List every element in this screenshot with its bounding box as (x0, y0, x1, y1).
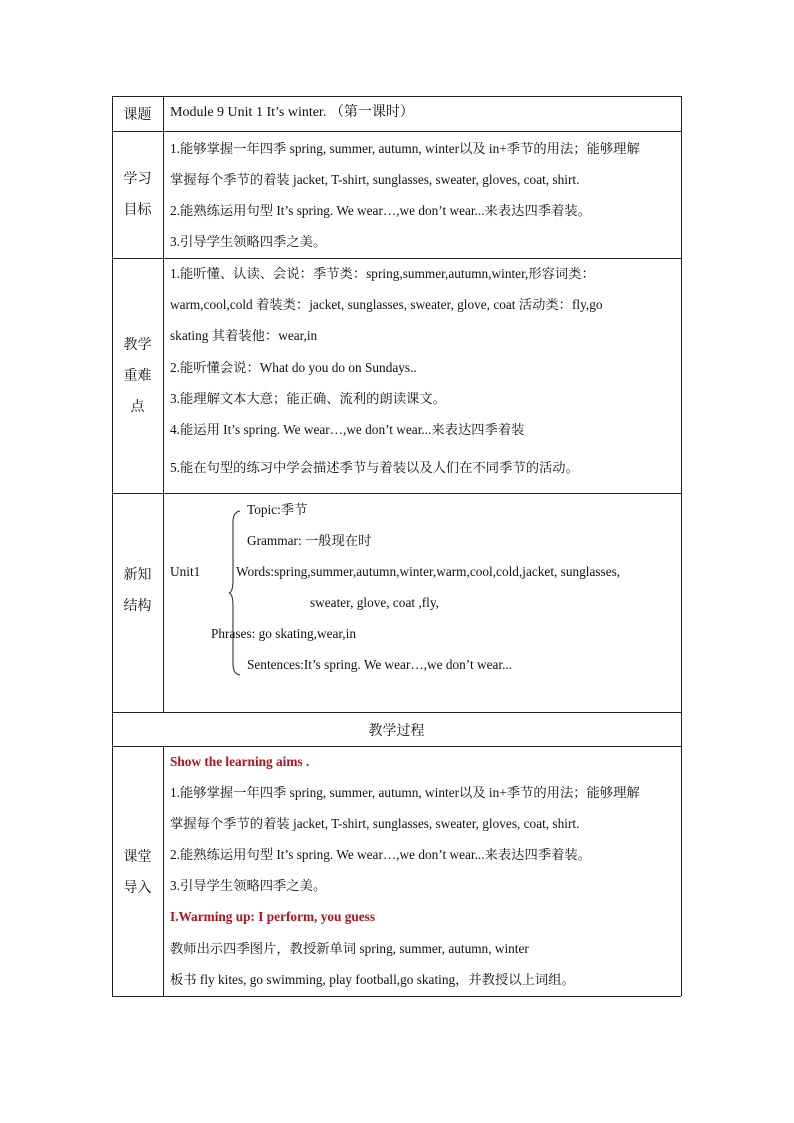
row-divider (112, 131, 681, 132)
objective-line: 掌握每个季节的着装 jacket, T-shirt, sunglasses, sweater, gloves, coat, shirt. (170, 172, 580, 187)
keypoint-line: 3.能理解文本大意；能正确、流利的朗读课文。 (170, 391, 446, 406)
keypoints-label-3: 点 (130, 400, 145, 415)
table-border-bottom (112, 996, 681, 997)
column-divider (163, 746, 164, 996)
table-border-right (681, 96, 682, 996)
title-label: 课题 (123, 108, 152, 123)
objective-line: 1.能够掌握一年四季 spring, summer, autumn, winter以及 in+季节的用法；能够理解 (170, 141, 640, 156)
intro-line: 3.引导学生领略四季之美。 (170, 878, 327, 893)
aims-heading: Show the learning aims . (170, 754, 310, 769)
column-divider (163, 96, 164, 712)
warmup-line: 板书 fly kites, go swimming, play football,go skating，并教授以上词组。 (170, 972, 575, 987)
structure-label-2: 结构 (123, 599, 152, 614)
objective-line: 3.引导学生领略四季之美。 (170, 234, 327, 249)
row-divider (112, 712, 681, 713)
intro-label-1: 课堂 (123, 850, 152, 865)
structure-topic: Topic:季节 (247, 502, 308, 517)
structure-sentences: Sentences:It’s spring. We wear…,we don’t wear... (247, 657, 513, 672)
warmup-heading: I.Warming up: I perform, you guess (170, 909, 376, 924)
structure-words-cont: sweater, glove, coat ,fly, (310, 595, 439, 610)
objectives-label-2: 目标 (123, 203, 152, 218)
objectives-label-1: 学习 (123, 172, 152, 187)
lesson-plan-table (112, 96, 681, 996)
intro-line: 1.能够掌握一年四季 spring, summer, autumn, winter以及 in+季节的用法；能够理解 (170, 785, 640, 800)
process-header: 教学过程 (368, 724, 425, 739)
structure-phrases: Phrases: go skating,wear,in (211, 626, 356, 641)
keypoints-label-2: 重难 (123, 369, 152, 384)
structure-words: Words:spring,summer,autumn,winter,warm,cool,cold,jacket, sunglasses, (236, 564, 621, 579)
table-border-top (112, 96, 681, 97)
row-divider (112, 746, 681, 747)
keypoint-line: 1.能听懂、认读、会说：季节类：spring,summer,autumn,winter,形容词类： (170, 266, 595, 281)
intro-line: 掌握每个季节的着装 jacket, T-shirt, sunglasses, sweater, gloves, coat, shirt. (170, 816, 580, 831)
keypoint-line: 4.能运用 It’s spring. We wear…,we don’t wear...来表达四季着装 (170, 422, 525, 437)
structure-unit: Unit1 (170, 564, 201, 579)
objective-line: 2.能熟练运用句型 It’s spring. We wear…,we don’t wear...来表达四季着装。 (170, 203, 591, 218)
row-divider (112, 493, 681, 494)
warmup-line: 教师出示四季图片，教授新单词 spring, summer, autumn, winter (170, 941, 529, 956)
keypoint-line: 5.能在句型的练习中学会描述季节与着装以及人们在不同季节的活动。 (170, 460, 579, 475)
keypoint-line: warm,cool,cold 着装类：jacket, sunglasses, sweater, glove, coat 活动类：fly,go (170, 297, 603, 312)
keypoints-label-1: 教学 (123, 338, 152, 353)
row-divider (112, 258, 681, 259)
keypoint-line: skating 其着装他：wear,in (170, 328, 318, 343)
lesson-title: Module 9 Unit 1 It’s winter. （第一课时） (170, 105, 414, 120)
structure-label-1: 新知 (123, 568, 152, 583)
curly-brace-icon (228, 510, 242, 676)
keypoint-line: 2.能听懂会说：What do you do on Sundays.. (170, 360, 417, 375)
intro-line: 2.能熟练运用句型 It’s spring. We wear…,we don’t wear...来表达四季着装。 (170, 847, 591, 862)
intro-label-2: 导入 (123, 881, 152, 896)
structure-grammar: Grammar: 一般现在时 (247, 533, 372, 548)
